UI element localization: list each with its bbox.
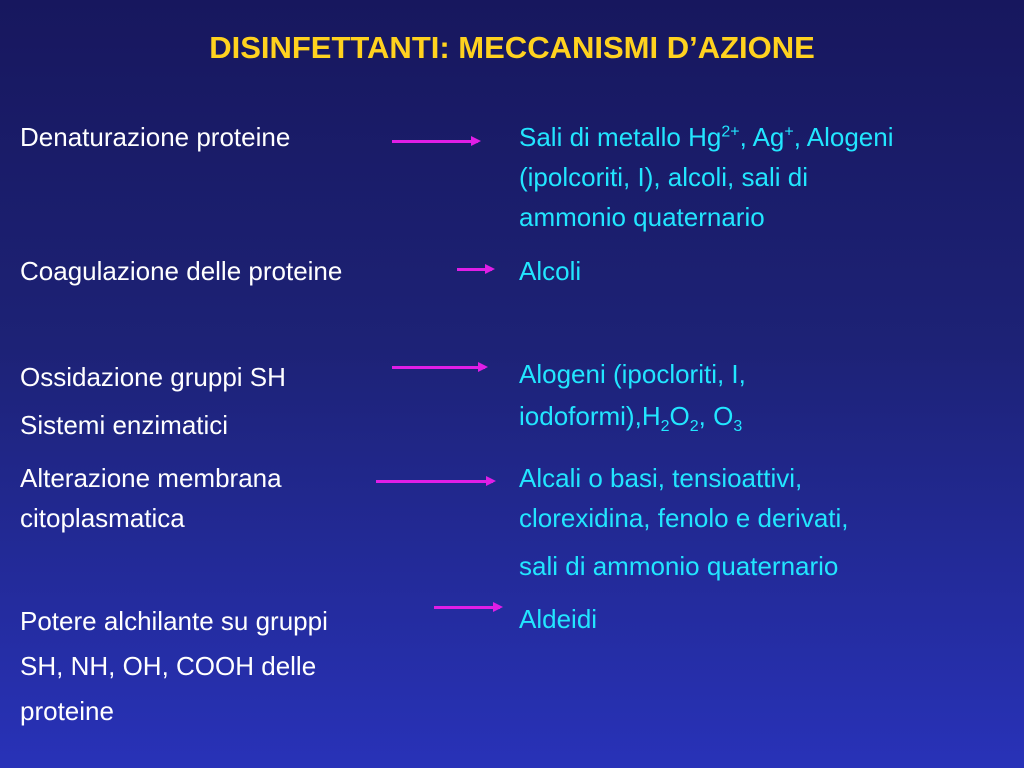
agent-line: ammonio quaternario [519, 202, 765, 232]
agent-line: Alcoli [519, 256, 582, 286]
arrow-icon [434, 606, 500, 609]
mechanism-line: Ossidazione gruppi SH [20, 362, 286, 392]
mechanism-line: SH, NH, OH, COOH delle [20, 651, 317, 681]
agent-line: sali di ammonio quaternario [519, 551, 839, 581]
agents-alchilante [519, 599, 597, 639]
arrow-icon [392, 366, 485, 369]
agents-denaturazione [519, 117, 893, 237]
mechanism-alterazione [20, 458, 282, 538]
mechanism-line: proteine [20, 696, 114, 726]
arrow-icon [392, 140, 478, 143]
arrow-icon [457, 268, 492, 271]
agent-line: clorexidina, fenolo e derivati, [519, 503, 849, 533]
mechanism-coagulazione [20, 251, 342, 291]
agent-line: Sali di metallo $Hg^{2+}$, Ag+, Alogeni [519, 122, 894, 152]
mechanism-line: citoplasmatica [20, 503, 185, 533]
mechanism-line: Coagulazione delle proteine [20, 256, 343, 286]
agent-line: (ipolcoriti, I), alcoli, sali di [519, 162, 808, 192]
agent-line: Alcali o basi, tensioattivi, [519, 463, 803, 493]
agents-coagulazione [519, 251, 581, 291]
agents-ossidazione [519, 353, 746, 437]
agent-line: $iodoformi),H_2O_2$, $O_3$ [519, 401, 743, 436]
agents-alterazione [519, 458, 849, 586]
mechanism-line: Alterazione membrana [20, 463, 282, 493]
mechanism-denaturazione [20, 117, 290, 157]
mechanism-alchilante [20, 599, 328, 734]
mechanism-line: Potere alchilante su gruppi [20, 606, 328, 636]
agent-line: Aldeidi [519, 604, 598, 634]
slide-title: DISINFETTANTI: MECCANISMI D’AZIONE [209, 30, 815, 65]
agent-line: Alogeni (ipocloriti, I, [519, 359, 746, 389]
mechanism-ossidazione [20, 353, 286, 449]
mechanism-line: Sistemi enzimatici [20, 410, 229, 440]
arrow-icon [376, 480, 493, 483]
mechanism-line: Denaturazione proteine [20, 122, 291, 152]
